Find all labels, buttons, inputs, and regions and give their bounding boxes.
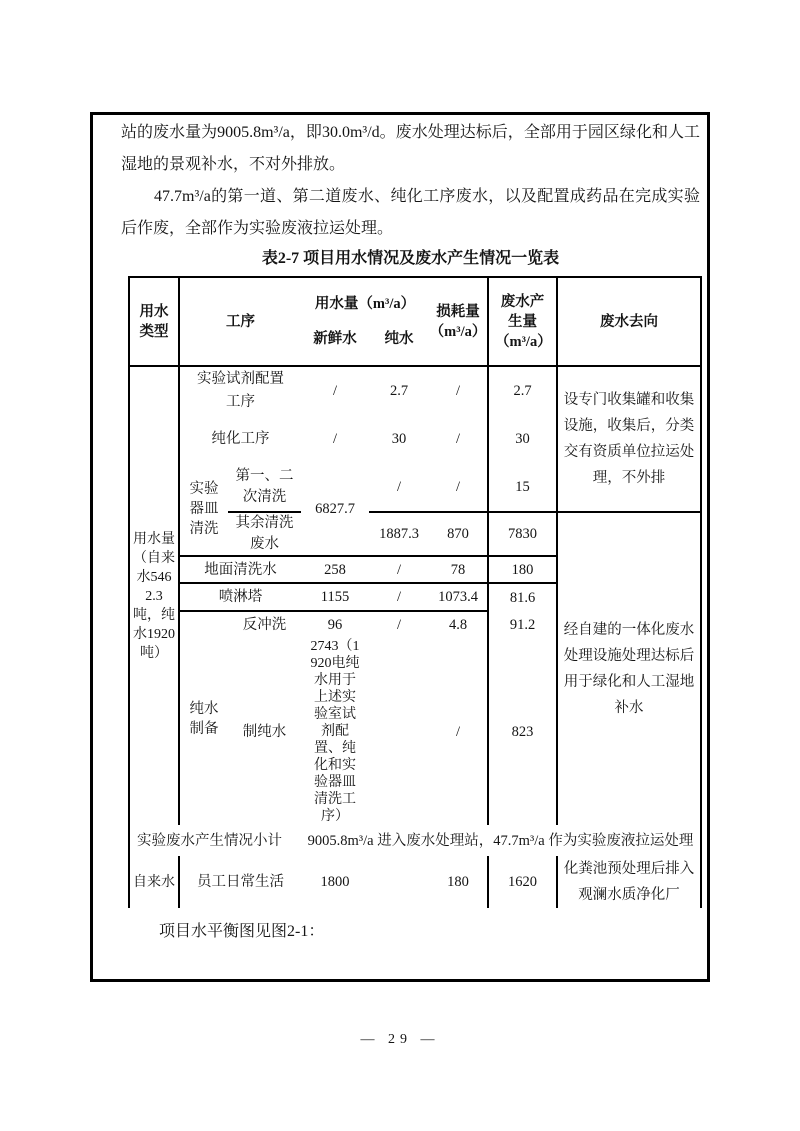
cell-r5-waste: 180: [488, 556, 557, 583]
cell-r6-process: 喷淋塔: [179, 583, 301, 611]
cell-r2-fresh: /: [332, 430, 338, 447]
cell-r3-pure: /: [369, 462, 429, 512]
cell-r1-fresh: /: [332, 383, 338, 399]
cell-r4-waste: 7830: [488, 512, 557, 556]
cell-r1-pure: 2.7: [389, 383, 409, 399]
cell-r10-water-type: 自来水: [129, 856, 179, 908]
cell-r4-loss: 870: [429, 512, 488, 556]
cell-r7-fresh: 96: [327, 617, 343, 633]
table-row: [129, 856, 701, 908]
cell-r8-loss: /: [429, 638, 488, 825]
cell-r7-pure: /: [396, 617, 402, 633]
cell-group-pure-water-prep: 纯水制备: [189, 700, 219, 737]
cell-r5-fresh: 258: [301, 556, 369, 583]
cell-r2-loss: /: [429, 415, 488, 462]
cell-r3-waste: 15: [488, 462, 557, 512]
table-row: [129, 366, 701, 415]
page-border-frame: [90, 112, 710, 982]
cell-r6-waste: 81.6: [488, 583, 557, 611]
header-pure-water: 纯水: [384, 331, 414, 347]
cell-subtotal-label: 实验废水产生情况小计: [129, 825, 301, 856]
cell-r10-loss: 180: [429, 856, 488, 908]
cell-r8-process: 制纯水: [242, 723, 287, 740]
cell-r5-loss: 78: [429, 556, 488, 583]
cell-r4-pure: 1887.3: [369, 512, 429, 556]
header-water-type: 用水类型: [129, 277, 179, 366]
cell-r3-loss: /: [429, 462, 488, 512]
page-number: — 29 —: [360, 1032, 440, 1047]
cell-r10-waste: 1620: [488, 856, 557, 908]
cell-r8-waste: 823: [488, 638, 557, 825]
cell-destination-collect: 设专门收集罐和收集设施，收集后，分类交有资质单位拉运处理，不外排: [557, 366, 701, 512]
cell-r3-fresh: 6827.7: [301, 462, 369, 556]
cell-r1-process: 实验试剂配置工序: [197, 371, 284, 410]
header-process: 工序: [179, 277, 301, 366]
cell-r7-loss: 4.8: [429, 611, 488, 638]
cell-r10-destination: 化粪池预处理后排入观澜水质净化厂: [557, 856, 701, 908]
cell-r2-process: 纯化工序: [211, 430, 270, 447]
header-destination: 废水去向: [557, 277, 701, 366]
cell-r1-waste: 2.7: [488, 366, 557, 415]
paragraph-wastewater-summary: 站的废水量为9005.8m³/a，即30.0m³/d。废水处理达标后，全部用于园区绿化和人工湿地的景观补水，不对外排放。: [121, 124, 700, 173]
cell-r5-process: 地面清洗水: [179, 556, 301, 583]
cell-empty: [369, 856, 429, 908]
cell-r5-pure: /: [369, 556, 429, 583]
header-wastewater: 废水产生量（m³/a）: [488, 277, 557, 366]
cell-r2-pure: 30: [391, 430, 407, 447]
paragraph-lab-waste: 47.7m³/a的第一道、第二道废水、纯化工序废水，以及配置成药品在完成实验后作废，全部作为实验废液拉运处理。: [121, 188, 700, 237]
cell-r6-pure: /: [369, 583, 429, 611]
cell-r10-process: 员工日常生活: [197, 874, 284, 890]
cell-r3-process: 第一、二次清洗: [228, 462, 301, 512]
cell-r2-waste: 30: [488, 415, 557, 462]
table-subtotal-row: [129, 825, 701, 856]
cell-destination-treatment: 经自建的一体化废水处理设施处理达标后用于绿化和人工湿地补水: [557, 512, 701, 825]
cell-r8-fresh: 2743（1920电纯水用于上述实验室试剂配置、纯化和实验器皿清洗工序）: [310, 639, 360, 824]
cell-group-vessel-washing: 实验器皿清洗: [179, 462, 228, 556]
cell-subtotal-value: 9005.8m³/a 进入废水处理站，47.7m³/a 作为实验废液拉运处理: [301, 825, 701, 856]
cell-r10-fresh: 1800: [320, 874, 350, 890]
header-water-use-group: [301, 277, 429, 366]
header-loss: 损耗量（m³/a）: [429, 277, 488, 366]
figure-reference: 项目水平衡图见图2-1：: [159, 923, 325, 940]
table-title: 表2-7 项目用水情况及废水产生情况一览表: [261, 250, 560, 267]
cell-r6-fresh: 1155: [301, 583, 369, 611]
cell-r4-process: 其余清洗废水: [228, 512, 301, 556]
header-water-use: 用水量（m³/a）: [314, 296, 416, 312]
cell-r1-loss: /: [429, 366, 488, 415]
cell-empty: [369, 638, 429, 825]
water-usage-table: [128, 276, 702, 908]
cell-water-type-group: 用水量（自来水5462.3吨，纯水1920吨）: [129, 366, 179, 825]
table-header-row: [129, 277, 701, 366]
cell-r7-waste: 91.2: [488, 611, 557, 638]
cell-r6-loss: 1073.4: [429, 583, 488, 611]
header-fresh-water: 新鲜水: [313, 331, 357, 347]
cell-r7-process: 反冲洗: [242, 617, 287, 633]
